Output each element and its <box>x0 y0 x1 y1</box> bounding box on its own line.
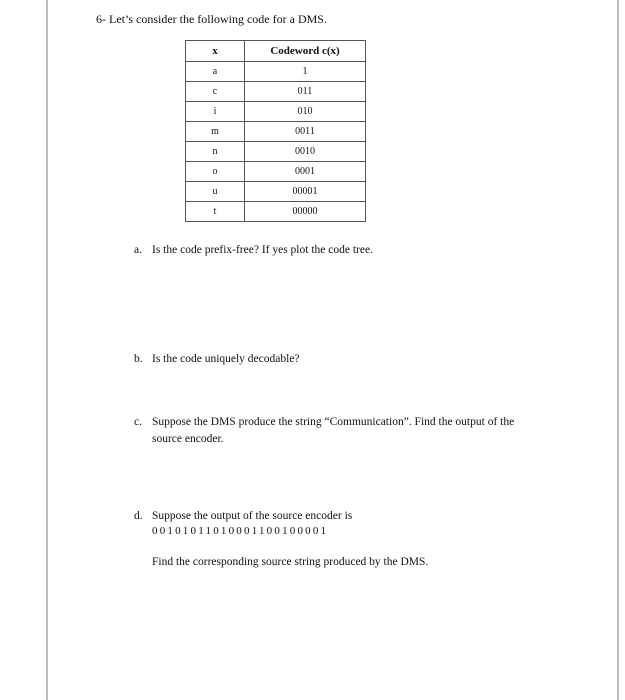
table-row <box>186 62 366 82</box>
codeword-cell: 00001 <box>245 182 366 202</box>
header-x: x <box>186 41 245 62</box>
symbol-cell: m <box>186 122 245 142</box>
part-d-line3: Find the corresponding source string produced by the DMS. <box>152 556 429 568</box>
symbol-cell: u <box>186 182 245 202</box>
part-b-label: b. <box>134 353 143 365</box>
code-table <box>185 40 366 222</box>
part-b-text: Is the code uniquely decodable? <box>152 353 300 365</box>
table-row <box>186 202 366 222</box>
codeword-cell: 0001 <box>245 162 366 182</box>
codeword-cell: 00000 <box>245 202 366 222</box>
question-title: 6- Let’s consider the following code for a DMS. <box>96 12 327 26</box>
part-d-line1: Suppose the output of the source encoder is <box>152 510 353 522</box>
table-row <box>186 102 366 122</box>
table-row <box>186 82 366 102</box>
table-row <box>186 162 366 182</box>
symbol-cell: i <box>186 102 245 122</box>
part-c-line2: source encoder. <box>152 433 224 445</box>
symbol-cell: n <box>186 142 245 162</box>
codeword-cell: 0010 <box>245 142 366 162</box>
symbol-cell: o <box>186 162 245 182</box>
codeword-cell: 010 <box>245 102 366 122</box>
symbol-cell: c <box>186 82 245 102</box>
table-row <box>186 122 366 142</box>
symbol-cell: a <box>186 62 245 82</box>
page-border-right <box>617 0 619 700</box>
table-header-row <box>186 41 366 62</box>
part-d-label: d. <box>134 510 143 522</box>
header-codeword: Codeword c(x) <box>245 41 366 62</box>
symbol-cell: t <box>186 202 245 222</box>
codeword-cell: 1 <box>245 62 366 82</box>
page-border-left <box>46 0 48 700</box>
table-row <box>186 182 366 202</box>
encoder-output-bits: 00101011010001100100001 <box>152 525 329 537</box>
part-c-label: c. <box>134 416 142 428</box>
table-row <box>186 142 366 162</box>
codeword-cell: 0011 <box>245 122 366 142</box>
part-c-line1: Suppose the DMS produce the string “Communication”. Find the output of the <box>152 416 515 428</box>
part-a-label: a. <box>134 244 142 256</box>
part-a-text: Is the code prefix-free? If yes plot the code tree. <box>152 244 373 256</box>
codeword-cell: 011 <box>245 82 366 102</box>
